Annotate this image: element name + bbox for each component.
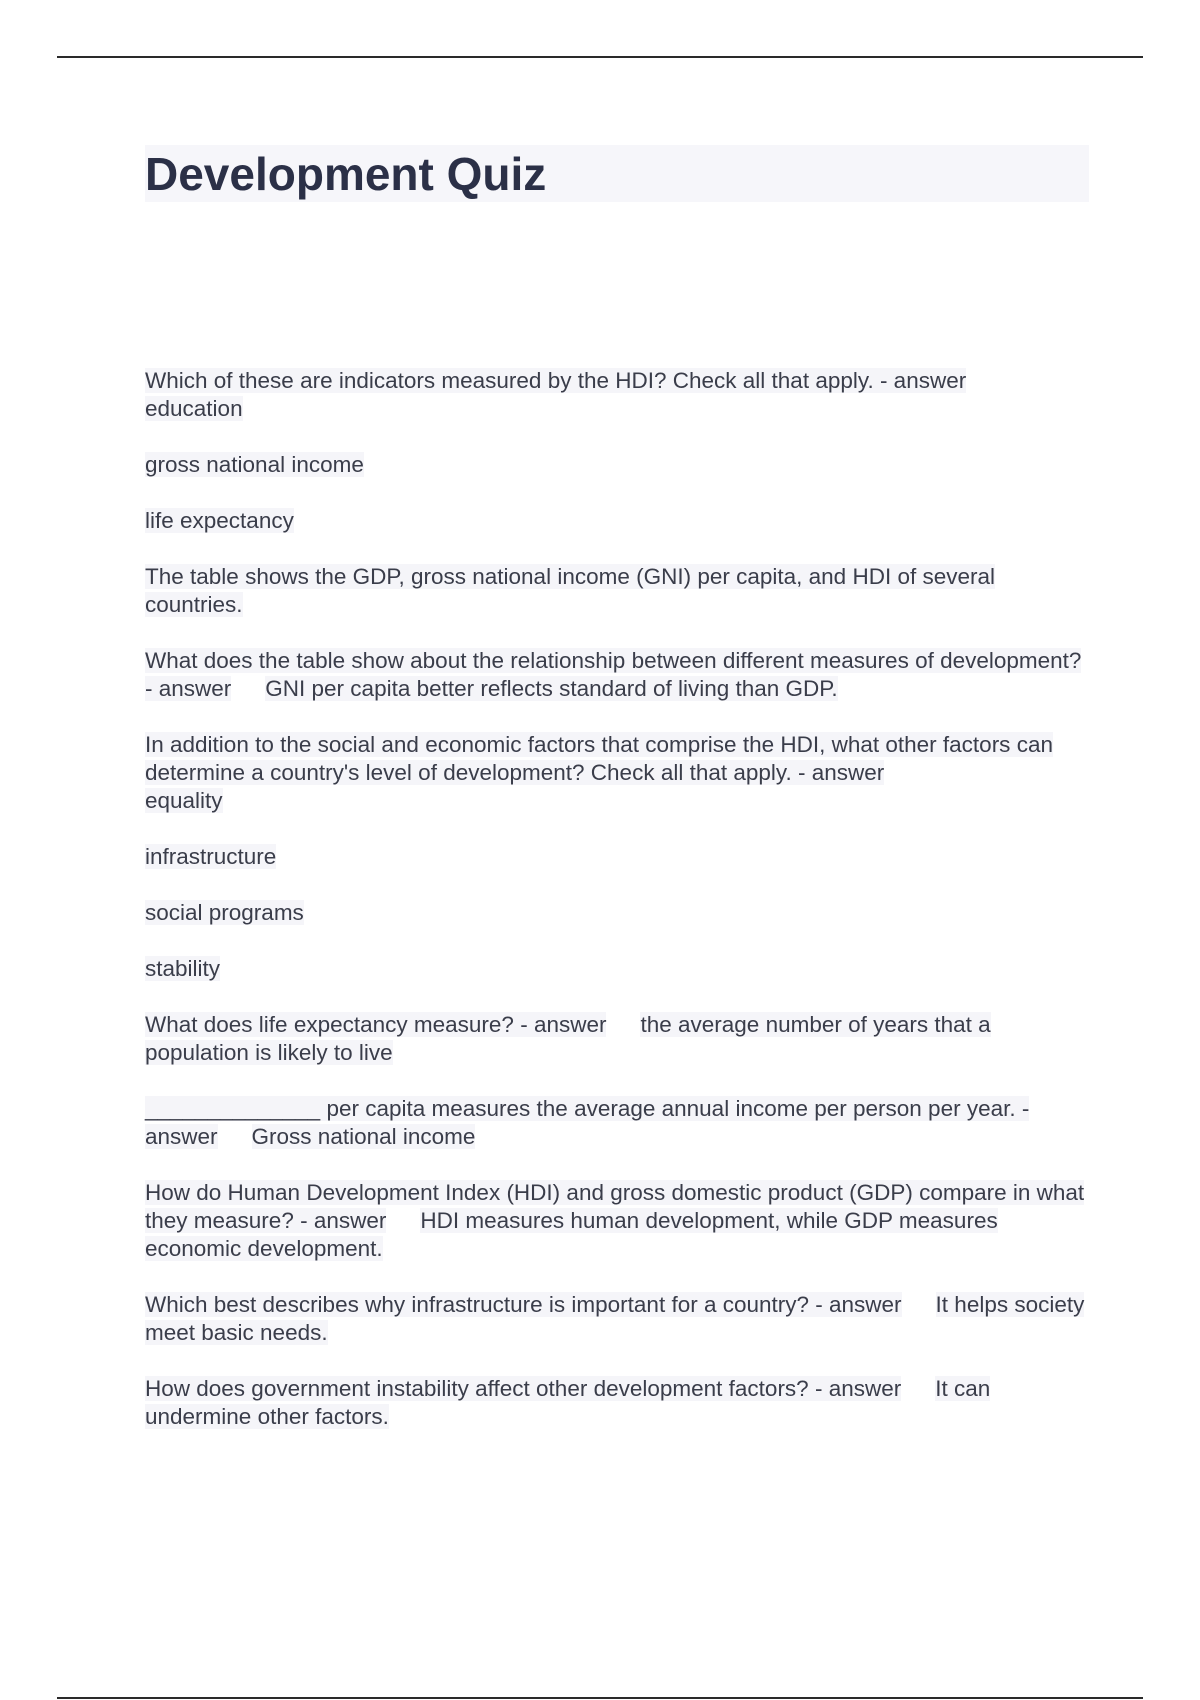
qa-item — [145, 1179, 1095, 1263]
qa-item — [145, 647, 1095, 703]
answer-option — [145, 955, 1095, 983]
qa-item — [145, 1291, 1095, 1347]
quiz-content — [145, 367, 1095, 1459]
question-text: How does government instability affect other development factors? - answer — [145, 1376, 902, 1401]
question-text: In addition to the social and economic factors that comprise the HDI, what other factors can determine a country's level of development? Check all that apply. - answer — [145, 732, 1053, 785]
top-divider — [57, 56, 1143, 58]
question-text: ______________ per capita measures the average annual income per person per year. - answer — [145, 1096, 1030, 1149]
option-text: social programs — [145, 900, 304, 925]
answer-text: equality — [145, 788, 223, 813]
question-text: What does life expectancy measure? - answer — [145, 1012, 607, 1037]
answer-text: Gross national income — [251, 1124, 476, 1149]
qa-item — [145, 1095, 1095, 1151]
answer-text: HDI measures human development, while GDP measures economic development. — [145, 1208, 998, 1261]
option-text: life expectancy — [145, 508, 294, 533]
qa-item — [145, 1375, 1095, 1431]
answer-option — [145, 451, 1095, 479]
answer-option — [145, 507, 1095, 535]
answer-text: It helps society meet basic needs. — [145, 1292, 1085, 1345]
option-text: infrastructure — [145, 844, 277, 869]
qa-item — [145, 367, 1095, 423]
question-text: Which best describes why infrastructure is important for a country? - answer — [145, 1292, 902, 1317]
bottom-divider — [57, 1697, 1143, 1699]
qa-item — [145, 1011, 1095, 1067]
question-text: What does the table show about the relationship between different measures of development? - answer — [145, 648, 1082, 701]
question-text: Which of these are indicators measured by the HDI? Check all that apply. - answer — [145, 368, 967, 393]
context-paragraph — [145, 563, 1095, 619]
answer-text: the average number of years that a population is likely to live — [145, 1012, 991, 1065]
answer-text: It can undermine other factors. — [145, 1376, 991, 1429]
answer-text: education — [145, 396, 243, 421]
option-text: stability — [145, 956, 221, 981]
qa-item — [145, 731, 1095, 815]
context-text: The table shows the GDP, gross national income (GNI) per capita, and HDI of several countries. — [145, 564, 995, 617]
answer-text: GNI per capita better reflects standard of living than GDP. — [265, 676, 838, 701]
answer-option — [145, 843, 1095, 871]
answer-option — [145, 899, 1095, 927]
page-title: Development Quiz — [145, 148, 547, 200]
question-text: How do Human Development Index (HDI) and gross domestic product (GDP) compare in what they measure? - answer — [145, 1180, 1085, 1233]
option-text: gross national income — [145, 452, 364, 477]
